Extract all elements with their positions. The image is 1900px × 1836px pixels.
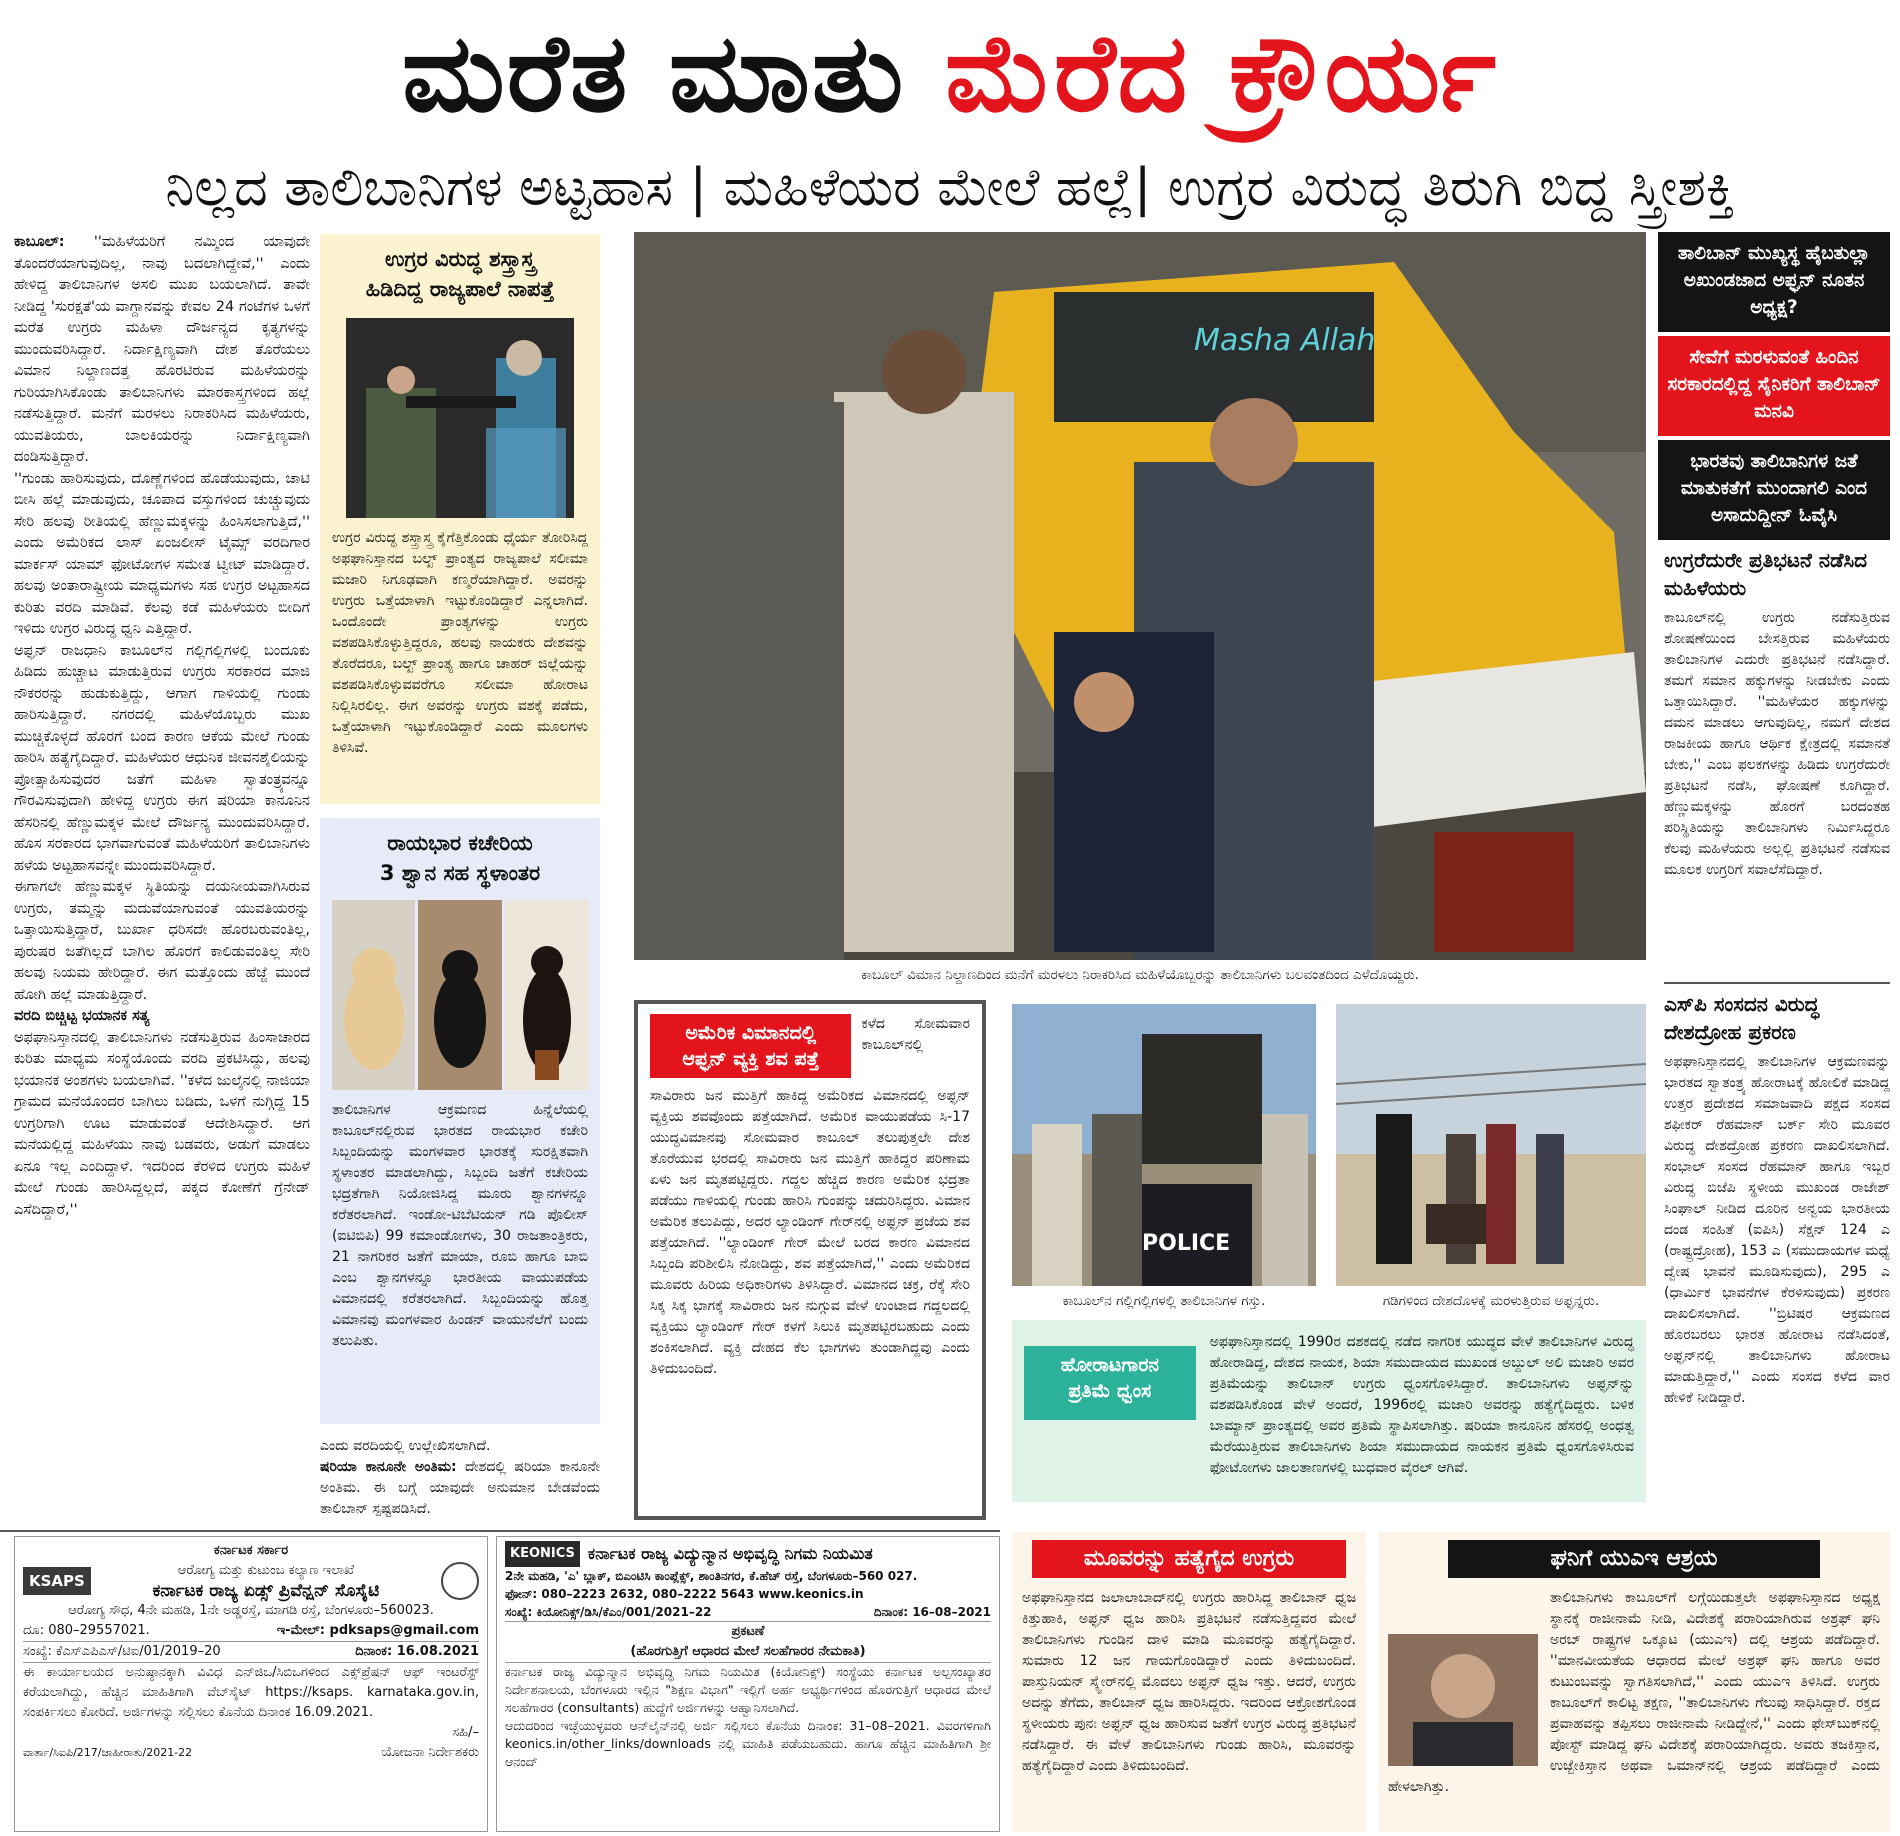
protest-section: [1664, 546, 1890, 986]
keonics-notice-sub: (ಹೊರಗುತ್ತಿಗೆ ಆಧಾರದ ಮೇಲೆ ಸಲಹೆಗಾರರ ನೇಮಕಾತಿ): [505, 1642, 991, 1663]
patrol-photo-art: [1012, 1004, 1316, 1286]
ksaps-seal-icon: [441, 1562, 479, 1600]
ksaps-date: ದಿನಾಂಕ: 16.08.2021: [355, 1644, 479, 1659]
plane-story-header: [650, 1014, 970, 1078]
bottom-rule: [0, 1530, 1000, 1532]
main-story-para-5: ಅಫಘಾನಿಸ್ತಾನದಲ್ಲಿ ತಾಲಿಬಾನಿಗಳು ನಡೆಸುತ್ತಿರುವ ಹಿಂಸಾಚಾರದ ಕುರಿತು ಮಾಧ್ಯಮ ಸಂಸ್ಥೆಯೊಂದು ವರದಿ ಪ್ರಕಟಿಸಿದ್ದು, ಹಲವು ಭಯಾನಕ ಅಂಶಗಳು ಬಯಲಾಗಿವೆ. ''ಕಳೆದ ಜುಲೈನಲ್ಲಿ ನಾಜಿಯಾ ಗ್ರಾಮದ ಮನೆಯೊಂದರ ಬಾಗಿಲು ಬಡಿದು, ಒಳಗೆ ನುಗ್ಗಿದ್ದ 15 ಉಗ್ರರಿಗಾಗಿ ಊಟ ಮಾಡುವಂತೆ ಆದೇಶಿಸಿದ್ದಾರೆ. ಆಗ ಮನೆಯಲ್ಲಿದ್ದ ಮಹಿಳೆಯು ನಾವು ಬಡವರು, ಅಡುಗೆ ಮಾಡಲು ಏನೂ ಇಲ್ಲ ಎಂದಿದ್ದಾಳೆ. ಇದರಿಂದ ಕೆರಳಿದ ಉಗ್ರರು ಮಹಿಳೆ ಮೇಲೆ ಗುಂಡು ಹಾರಿಸಿದ್ದಲ್ಲದೆ, ಪಕ್ಕದ ಕೋಣೆಗೆ ಗ್ರೆನೇಡ್ ಎಸೆದಿದ್ದಾರೆ,'': [14, 1029, 310, 1218]
ksaps-ad: [14, 1536, 488, 1832]
keonics-notice-title: ಪ್ರಕಟಣೆ: [505, 1621, 991, 1642]
keonics-body: ಕರ್ನಾಟಕ ರಾಜ್ಯ ವಿದ್ಯುನ್ಮಾನ ಅಭಿವೃದ್ಧಿ ನಿಗಮ ನಿಯಮಿತ (ಕಿಯೋನಿಕ್ಸ್) ಸಂಸ್ಥೆಯು ಕರ್ನಾಟಕ ಅಲ್ಪಸಂಖ್ಯಾತರ ನಿರ್ದೇಶನಾಲಯ, ಬೆಂಗಳೂರು ಇಲ್ಲಿನ "ಶಿಕ್ಷಣ ವಿಭಾಗ" ಇಲ್ಲಿಗೆ ಅರ್ಹ ಅಭ್ಯರ್ಥಿಗಳಿಂದ ಹೊರಗುತ್ತಿಗೆ ಆಧಾರದ ಮೇಲೆ ಸಲಹೆಗಾರರ (consultants) ಹುದ್ದೆಗೆ ಅರ್ಜಿಗಳನ್ನು ಆಹ್ವಾನಿಸಲಾಗಿದೆ.: [505, 1664, 991, 1715]
statue-tag: ಹೋರಾಟಗಾರನ ಪ್ರತಿಮೆ ಧ್ವಂಸ: [1024, 1346, 1196, 1420]
killings-section: [1012, 1532, 1366, 1832]
returnees-photo-caption: ಗಡಿಗಳಿಂದ ದೇಶದೊಳಕ್ಕೆ ಮರಳುತ್ತಿರುವ ಅಫ್ಘನ್ನರು.: [1382, 1293, 1600, 1309]
dog-black-image: [418, 900, 501, 1090]
police-sign: POLICE: [1142, 1231, 1231, 1256]
ghani-text: ತಾಲಿಬಾನಿಗಳು ಕಾಬೂಲ್‌ಗೆ ಲಗ್ಗೆಯಿಡುತ್ತಲೇ ಅಫಘಾನಿಸ್ತಾನದ ಅಧ್ಯಕ್ಷ ಸ್ಥಾನಕ್ಕೆ ರಾಜೀನಾಮೆ ನೀಡಿ, ವಿದೇಶಕ್ಕೆ ಪರಾರಿಯಾಗಿರುವ ಅಶ್ರಫ್ ಘನಿ ಅರಬ್ ರಾಷ್ಟ್ರಗಳ ಒಕ್ಕೂಟ (ಯುಎಇ) ದಲ್ಲಿ ಆಶ್ರಯ ಪಡೆದಿದ್ದಾರೆ. ''ಮಾನವೀಯತೆಯ ಆಧಾರದ ಮೇಲೆ ಅಶ್ರಫ್ ಘನಿ ಹಾಗೂ ಅವರ ಕುಟುಂಬವನ್ನು ಸ್ವಾಗತಿಸಲಾಗಿದೆ,'' ಎಂದು ಯುಎಇ ತಿಳಿಸಿದೆ. ಉಗ್ರರು ಕಾಬೂಲ್‌ಗೆ ಕಾಲಿಟ್ಟ ತಕ್ಷಣ, ''ತಾಲಿಬಾನಿಗಳು ಗೆಲುವು ಸಾಧಿಸಿದ್ದಾರೆ. ರಕ್ತದ ಪ್ರವಾಹವನ್ನು ತಪ್ಪಿಸಲು ರಾಜೀನಾಮೆ ನೀಡಿದ್ದೇನೆ,'' ಎಂದು ಫೇಸ್‌ಬುಕ್‌ನಲ್ಲಿ ಪೋಸ್ಟ್ ಮಾಡಿದ್ದ ಘನಿ ವಿದೇಶಕ್ಕೆ ಪರಾರಿಯಾಗಿದ್ದರು. ಅವರು ತಜಕಿಸ್ತಾನ, ಉಜ್ಬೇಕಿಸ್ತಾನ ಅಥವಾ ಒಮಾನ್‌ನಲ್ಲಿ ಆಶ್ರಯ ಪಡೆದಿದ್ದಾರೆ ಎಂದು ಹೇಳಲಾಗಿತ್ತು.: [1388, 1590, 1880, 1795]
ksaps-sign2: ಯೋಜನಾ ನಿರ್ದೇಶಕರು: [381, 1745, 479, 1760]
governor-box-text: ಉಗ್ರರ ವಿರುದ್ಧ ಶಸ್ತ್ರಾಸ್ತ್ರ ಕೈಗೆತ್ತಿಕೊಂಡು ಧೈರ್ಯ ತೋರಿಸಿದ್ದ ಅಫಘಾನಿಸ್ತಾನದ ಬಲ್ಖ್ ಪ್ರಾಂತ್ಯದ ರಾಜ್ಯಪಾಲೆ ಸಲೀಮಾ ಮಜಾರಿ ನಿಗೂಢವಾಗಿ ಕಣ್ಮರೆಯಾಗಿದ್ದಾರೆ. ಅವರನ್ನು ಉಗ್ರರು ಒತ್ತೆಯಾಳಾಗಿ ಇಟ್ಟುಕೊಂಡಿದ್ದಾರೆ ಎನ್ನಲಾಗಿದೆ. ಒಂದೊಂದೇ ಪ್ರಾಂತ್ಯಗಳನ್ನು ಉಗ್ರರು ವಶಪಡಿಸಿಕೊಳ್ಳುತ್ತಿದ್ದರೂ, ಹಲವು ನಾಯಕರು ದೇಶವನ್ನು ತೊರೆದರೂ, ಬಲ್ಖ್ ಪ್ರಾಂತ್ಯ ಹಾಗೂ ಚಾಹರ್ ಜಿಲ್ಲೆಯನ್ನು ವಶಪಡಿಸಿಕೊಳ್ಳುವವರೆಗೂ ಸಲೀಮಾ ಹೋರಾಟ ನಿಲ್ಲಿಸಿರಲಿಲ್ಲ. ಈಗ ಅವರನ್ನು ಉಗ್ರರು ವಶಕ್ಕೆ ಪಡೆದು, ಒತ್ತೆಯಾಳಾಗಿ ಇಟ್ಟುಕೊಂಡಿದ್ದಾರೆ ಎಂದು ಮೂಲಗಳು ತಿಳಿಸಿವೆ.: [332, 530, 588, 756]
dog-doberman-image: [505, 900, 588, 1090]
ksaps-dept-line: ಆರೋಗ್ಯ ಮತ್ತು ಕುಟುಂಬ ಕಲ್ಯಾಣ ಇಲಾಖೆ: [177, 1563, 355, 1578]
ksaps-gov-line: ಕರ್ನಾಟಕ ಸರ್ಕಾರ: [213, 1543, 289, 1558]
main-photo: [634, 232, 1646, 960]
dogs-box: [320, 818, 600, 1424]
ghani-text-wrap: [1388, 1588, 1880, 1798]
plane-story-tag: ಅಮೆರಿಕ ವಿಮಾನದಲ್ಲಿ ಆಫ್ಘನ್ ವ್ಯಕ್ತಿ ಶವ ಪತ್ತೆ: [650, 1014, 851, 1078]
dogs-photo: [332, 900, 588, 1090]
ksaps-ref: ಸಂಖ್ಯೆ: ಕೆಎಸ್‌ಎಪಿಎಸ್/ಟಿಐ/01/2019–20: [23, 1644, 221, 1659]
sidebar-black-2: ಭಾರತವು ತಾಲಿಬಾನಿಗಳ ಜತೆ ಮಾತುಕತೆಗೆ ಮುಂದಾಗಲಿ ಎಂದ ಅಸಾದುದ್ದೀನ್ ಓವೈಸಿ: [1658, 440, 1890, 540]
main-photo-caption: ಕಾಬೂಲ್ ವಿಮಾನ ನಿಲ್ದಾಣದಿಂದ ಮನೆಗೆ ಮರಳಲು ನಿರಾಕರಿಸಿದ ಮಹಿಳೆಯೊಬ್ಬರನ್ನು ತಾಲಿಬಾನಿಗಳು ಬಲವಂತದಿಂದ ಎಳೆದೊಯ್ದರು.: [861, 967, 1419, 983]
dogs-box-title: ರಾಯಭಾರ ಕಚೇರಿಯ 3 ಶ್ವಾನ ಸಹ ಸ್ಥಳಾಂತರ: [379, 831, 541, 885]
subheadline: ನಿಲ್ಲದ ತಾಲಿಬಾನಿಗಳ ಅಟ್ಟಹಾಸ | ಮಹಿಳೆಯರ ಮೇಲೆ ಹಲ್ಲೆ| ಉಗ್ರರ ವಿರುದ್ಧ ತಿರುಗಿ ಬಿದ್ದ ಸ್ತ್ರೀಶಕ್ತಿ: [165, 158, 1735, 218]
governor-box: [320, 234, 600, 804]
patrol-photo: [1012, 1004, 1316, 1286]
keonics-ref: ಸಂಖ್ಯೆ: ಕಿಯೋನಿಕ್ಸ್/ಡಿಸಿ/ಕೆಎಂ/001/2021–22: [505, 1605, 712, 1619]
keonics-web: www.keonics.in: [758, 1587, 864, 1601]
main-story-para-1: ಕಾಬೂಲ್: ''ಮಹಿಳೆಯರಿಗೆ ನಮ್ಮಿಂದ ಯಾವುದೇ ತೊಂದರೆಯಾಗುವುದಿಲ್ಲ, ನಾವು ಬದಲಾಗಿದ್ದೇವೆ,'' ಎಂದು ಹೇಳಿದ್ದ ತಾಲಿಬಾನಿಗಳ ಅಸಲಿ ಮುಖ ಬಯಲಾಗಿದೆ. ತಾವೇ ನೀಡಿದ್ದ 'ಸುರಕ್ಷತೆ'ಯ ವಾಗ್ದಾನವನ್ನು ಕೇವಲ 24 ಗಂಟೆಗಳ ಒಳಗೆ ಮರೆತ ಉಗ್ರರು ಮಹಿಳಾ ದೌರ್ಜನ್ಯದ ಕೃತ್ಯಗಳನ್ನು ಮುಂದುವರಿಸಿದ್ದಾರೆ. ನಿರ್ದಾಕ್ಷಿಣ್ಯವಾಗಿ ದೇಶ ತೊರೆಯಲು ವಿಮಾನ ನಿಲ್ದಾಣದತ್ತ ಹೊರಟಿರುವ ಮಹಿಳೆಯರನ್ನು ಗುರಿಯಾಗಿಸಿಕೊಂಡು ತಾಲಿಬಾನಿಗಳು ಮಾರಕಾಸ್ತ್ರಗಳಿಂದ ಹಲ್ಲೆ ನಡೆಸುತ್ತಿದ್ದಾರೆ. ಮನೆಗೆ ಮರಳಲು ನಿರಾಕರಿಸಿದ ಮಹಿಳೆಯರು, ಯುವತಿಯರು, ಬಾಲಕಿಯರನ್ನು ನಿರ್ದಾಕ್ಷಿಣ್ಯವಾಗಿ ದಂಡಿಸುತ್ತಿದ್ದಾರೆ.: [14, 234, 310, 465]
statue-text: ಅಫಘಾನಿಸ್ತಾನದಲ್ಲಿ 1990ರ ದಶಕದಲ್ಲಿ ನಡೆದ ನಾಗರಿಕ ಯುದ್ಧದ ವೇಳೆ ತಾಲಿಬಾನಿಗಳ ವಿರುದ್ಧ ಹೋರಾಡಿದ್ದ, ದೇಶದ ನಾಯಕ, ಶಿಯಾ ಸಮುದಾಯದ ಮುಖಂಡ ಅಬ್ದುಲ್ ಅಲಿ ಮಜಾರಿ ಅವರ ಪ್ರತಿಮೆಯನ್ನು ತಾಲಿಬಾನ್ ಉಗ್ರರು ಧ್ವಂಸಗೊಳಿಸಿದ್ದಾರೆ. ತಾಲಿಬಾನಿಗಳು ಅಫ್ಘನ್‌ನ್ನು ವಶಪಡಿಸಿಕೊಂಡ ವೇಳೆ ಅಂದರೆ, 1996ರಲ್ಲಿ ಮಜಾರಿ ಅವರನ್ನು ಹತ್ಯೆಗೈದಿದ್ದರು. ಬಳಿಕ ಬಾಮ್ಯಾನ್ ಪ್ರಾಂತ್ಯದಲ್ಲಿ ಅವರ ಪ್ರತಿಮೆ ಸ್ಥಾಪಿಸಲಾಗಿತ್ತು. ಷರಿಯಾ ಕಾನೂನಿನ ಹೆಸರಲ್ಲಿ ಅಂಧತ್ವ ಮೆರೆಯುತ್ತಿರುವ ತಾಲಿಬಾನಿಗಳು ಶಿಯಾ ಸಮುದಾಯದ ನಾಯಕನ ಪ್ರತಿಮೆ ಧ್ವಂಸಗೊಳಿಸಿರುವ ಫೋಟೋಗಳು ಜಾಲತಾಣಗಳಲ್ಲಿ ಬುಧವಾರ ವೈರಲ್ ಆಗಿವೆ.: [1209, 1334, 1634, 1476]
sharia-pre: ಎಂದು ವರದಿಯಲ್ಲಿ ಉಲ್ಲೇಖಿಸಲಾಗಿದೆ.: [320, 1438, 491, 1454]
ghani-title: ಘನಿಗೆ ಯುಎಇ ಆಶ್ರಯ: [1448, 1540, 1820, 1578]
protest-text: ಕಾಬೂಲ್‌ನಲ್ಲಿ ಉಗ್ರರು ನಡೆಸುತ್ತಿರುವ ಶೋಷಣೆಯಿಂದ ಬೇಸತ್ತಿರುವ ಮಹಿಳೆಯರು ತಾಲಿಬಾನಿಗಳ ಎದುರೇ ಪ್ರತಿಭಟನೆ ನಡೆಸಿದ್ದಾರೆ. ತಮಗೆ ಸಮಾನ ಹಕ್ಕುಗಳನ್ನು ನೀಡಬೇಕು ಎಂದು ಒತ್ತಾಯಿಸಿದ್ದಾರೆ. ''ಮಹಿಳೆಯರ ಹಕ್ಕುಗಳನ್ನು ದಮನ ಮಾಡಲು ಆಗುವುದಿಲ್ಲ, ನಮಗೆ ದೇಶದ ರಾಜಕೀಯ ಹಾಗೂ ಆರ್ಥಿಕ ಕ್ಷೇತ್ರದಲ್ಲಿ ಸಮಾನತೆ ಬೇಕು,'' ಎಂಬ ಫಲಕಗಳನ್ನು ಹಿಡಿದು ಉಗ್ರರೆದುರೇ ಪ್ರತಿಭಟನೆ ನಡೆಸಿ, ಘೋಷಣೆ ಕೂಗಿದ್ದಾರೆ. ಹೆಣ್ಣುಮಕ್ಕಳನ್ನು ಹೊರಗೆ ಬರದಂತಹ ಪರಿಸ್ಥಿತಿಯನ್ನು ತಾಲಿಬಾನಿಗಳು ನಿರ್ಮಿಸಿದ್ದರೂ ಕೆಲವು ಮಹಿಳೆಯರು ಅಲ್ಲಲ್ಲಿ ಪ್ರತಿಭಟನೆ ನಡೆಸುವ ಮೂಲಕ ಉಗ್ರರಿಗೆ ಸವಾಲೆಸೆದಿದ್ದಾರೆ.: [1664, 610, 1890, 878]
sidebar-black-1: ತಾಲಿಬಾನ್ ಮುಖ್ಯಸ್ಥ ಹೈಬತುಲ್ಲಾ ಅಖುಂಡಜಾದ ಅಫ್ಘನ್ ನೂತನ ಅಧ್ಯಕ್ಷ?: [1658, 232, 1890, 332]
sedition-text: ಅಫಘಾನಿಸ್ತಾನದಲ್ಲಿ ತಾಲಿಬಾನಿಗಳ ಆಕ್ರಮಣವನ್ನು ಭಾರತದ ಸ್ವಾತಂತ್ರ್ಯ ಹೋರಾಟಕ್ಕೆ ಹೋಲಿಕೆ ಮಾಡಿದ್ದ ಉತ್ತರ ಪ್ರದೇಶದ ಸಮಾಜವಾದಿ ಪಕ್ಷದ ಸಂಸದ ಶಫೀಕರ್ ರೆಹಮಾನ್ ಬರ್ಕ್ ಸೇರಿ ಮೂವರ ವಿರುದ್ಧ ದೇಶದ್ರೋಹ ಪ್ರಕರಣ ದಾಖಲಿಸಲಾಗಿದೆ. ಸಂಭಾಲ್ ಸಂಸದ ರೆಹಮಾನ್ ಹಾಗೂ ಇಬ್ಬರ ವಿರುದ್ಧ ಬಿಜೆಪಿ ಸ್ಥಳೀಯ ಮುಖಂಡ ರಾಜೇಶ್ ಸಿಂಘಾಲ್ ನೀಡಿದ ದೂರಿನ ಅನ್ವಯ ಭಾರತೀಯ ದಂಡ ಸಂಹಿತೆ (ಐಪಿಸಿ) ಸೆಕ್ಷನ್ 124 ಎ (ರಾಷ್ಟ್ರದ್ರೋಹ), 153 ಎ (ಸಮುದಾಯಗಳ ಮಧ್ಯೆ ದ್ವೇಷ ಭಾವನೆ ಮೂಡಿಸುವುದು), 295 ಎ (ಧಾರ್ಮಿಕ ಭಾವನೆಗಳ ಕೆರಳಿಸುವುದು) ಪ್ರಕರಣ ದಾಖಲಿಸಲಾಗಿದೆ. ''ಬ್ರಿಟಿಷರ ಆಕ್ರಮಣದ ಹೊರಬರಲು ಭಾರತ ಹೋರಾಟ ನಡೆಸಿದಂತೆ, ಅಫ್ಘನ್‌ನಲ್ಲಿ ತಾಲಿಬಾನಿಗಳು ಹೋರಾಟ ಮಾಡುತ್ತಿದ್ದಾರೆ,'' ಎಂದು ಸಂಸದ ಕಳೆದ ವಾರ ಹೇಳಿಕೆ ನೀಡಿದ್ದಾರೆ.: [1664, 1054, 1890, 1406]
sharia-para: ಷರಿಯಾ ಕಾನೂನೇ ಅಂತಿಮ: ದೇಶದಲ್ಲಿ ಷರಿಯಾ ಕಾನೂನೇ ಅಂತಿಮ. ಈ ಬಗ್ಗೆ ಯಾವುದೇ ಅನುಮಾನ ಬೇಡವೆಂದು ತಾಲಿಬಾನ್ ಸ್ಪಷ್ಟಪಡಿಸಿದೆ.: [320, 1459, 600, 1517]
ksaps-phone: ದೂ: 080–29557021.: [23, 1623, 150, 1638]
governor-photo: [346, 318, 574, 518]
ksaps-footer: ವಾರ್ತಾ/ಸಿಐಪಿ/217/ಜಾಹೀರಾತು/2021-22: [23, 1746, 193, 1759]
main-story-subheading: ವರದಿ ಬಿಚ್ಚಿಟ್ಟ ಭಯಾನಕ ಸತ್ಯ: [14, 1008, 150, 1024]
main-photo-art: [634, 232, 1646, 960]
patrol-photo-caption: ಕಾಬೂಲ್‌ನ ಗಲ್ಲಿಗಲ್ಲಿಗಳಲ್ಲಿ ತಾಲಿಬಾನಿಗಳ ಗಸ್ತು.: [1062, 1293, 1266, 1309]
main-story-para-2: ''ಗುಂಡು ಹಾರಿಸುವುದು, ದೊಣ್ಣೆಗಳಿಂದ ಹೊಡೆಯುವುದು, ಚಾಟಿ ಬೀಸಿ ಹಲ್ಲೆ ಮಾಡುವುದು, ಚೂಪಾದ ವಸ್ತುಗಳಿಂದ ಚುಚ್ಚುವುದು ಸೇರಿ ಹಲವು ರೀತಿಯಲ್ಲಿ ಹೆಣ್ಣುಮಕ್ಕಳನ್ನು ಹಿಂಸಿಸಲಾಗುತ್ತಿದೆ,'' ಎಂದು ಅಮೆರಿಕದ ಲಾಸ್ ಏಂಜಲೀಸ್ ಟೈಮ್ಸ್ ವರದಿಗಾರ ಮಾರ್ಕಸ್ ಯಾಮ್ ಫೋಟೋಗಳ ಸಮೇತ ಟ್ವೀಟ್ ಮಾಡಿದ್ದಾರೆ. ಹಲವು ಅಂತಾರಾಷ್ಟ್ರೀಯ ಮಾಧ್ಯಮಗಳು ಸಹ ಉಗ್ರರ ಅಟ್ಟಹಾಸದ ಕುರಿತು ವರದಿ ಮಾಡಿವೆ. ಕೆಲವು ಕಡೆ ಮಹಿಳೆಯರು ಬೀದಿಗೆ ಇಳಿದು ಉಗ್ರರ ವಿರುದ್ಧ ಧ್ವನಿ ಎತ್ತಿದ್ದಾರೆ.: [14, 470, 310, 637]
returnees-photo: [1336, 1004, 1646, 1286]
governor-box-title: ಉಗ್ರರ ವಿರುದ್ಧ ಶಸ್ತ್ರಾಸ್ತ್ರ ಹಿಡಿದಿದ್ದ ರಾಜ್ಯಪಾಲೆ ನಾಪತ್ತೆ: [365, 247, 555, 301]
ghani-section: [1378, 1532, 1890, 1832]
protest-title: ಉಗ್ರರೆದುರೇ ಪ್ರತಿಭಟನೆ ನಡೆಸಿದ ಮಹಿಳೆಯರು: [1664, 548, 1868, 600]
keonics-ad: [496, 1536, 1000, 1832]
headline-part1: ಮರೆತ ಮಾತು: [401, 11, 906, 136]
sedition-title: ಎಸ್‌ಪಿ ಸಂಸದನ ವಿರುದ್ಧ ದೇಶದ್ರೋಹ ಪ್ರಕರಣ: [1664, 992, 1820, 1044]
main-story-para-3: ಅಫ್ಘನ್ ರಾಜಧಾನಿ ಕಾಬೂಲ್‌ನ ಗಲ್ಲಿಗಲ್ಲಿಗಳಲ್ಲಿ ಬಂದೂಕು ಹಿಡಿದು ಹುಚ್ಚಾಟ ಮಾಡುತ್ತಿರುವ ಉಗ್ರರು ಸರಕಾರದ ಮಾಜಿ ನೌಕರರನ್ನು ಹುಡುಕುತ್ತಿದ್ದು, ಆಗಾಗ ಗಾಳಿಯಲ್ಲಿ ಗುಂಡು ಹಾರಿಸುತ್ತಿದ್ದಾರೆ. ನಗರದಲ್ಲಿ ಮಹಿಳೆಯೊಬ್ಬರು ಮುಖ ಮುಚ್ಚಿಕೊಳ್ಳದೆ ಹೊರಗೆ ಬಂದ ಕಾರಣ ಆಕೆಯ ಮೇಲೆ ಗುಂಡು ಹಾರಿಸಿ ಹತ್ಯೆಗೈದಿದ್ದಾರೆ. ಮಹಿಳೆಯರ ಆಧುನಿಕ ಜೀವನಶೈಲಿಯನ್ನು ಪ್ರೋತ್ಸಾಹಿಸುವುದರ ಜತೆಗೆ ಮಹಿಳಾ ಸ್ವಾತಂತ್ರ್ಯವನ್ನೂ ಗೌರವಿಸುವುದಾಗಿ ಹೇಳಿದ್ದ ಉಗ್ರರು ಈಗ ಷರಿಯಾ ಕಾನೂನಿನ ಹೆಸರಿನಲ್ಲಿ ಹೆಣ್ಣುಮಕ್ಕಳ ಮೇಲೆ ದೌರ್ಜನ್ಯ ಮುಂದುವರಿಸಿದ್ದಾರೆ. ಹೊಸ ಸರಕಾರದ ಭಾಗವಾಗುವಂತೆ ಮಹಿಳೆಯರಿಗೆ ತಾಲಿಬಾನಿಗಳು ಹಳೆಯ ಅಟ್ಟಹಾಸವನ್ನೇ ಮುಂದುವರಿಸಿದ್ದಾರೆ.: [14, 642, 310, 874]
ksaps-sign1: ಸಹಿ/–: [452, 1725, 479, 1740]
dogs-box-text: ತಾಲಿಬಾನಿಗಳ ಆಕ್ರಮಣದ ಹಿನ್ನೆಲೆಯಲ್ಲಿ ಕಾಬೂಲ್‌ನಲ್ಲಿರುವ ಭಾರತದ ರಾಯಭಾರ ಕಚೇರಿ ಸಿಬ್ಬಂದಿಯನ್ನು ಮಂಗಳವಾರ ಭಾರತಕ್ಕೆ ಸುರಕ್ಷಿತವಾಗಿ ಸ್ಥಳಾಂತರ ಮಾಡಲಾಗಿದ್ದು, ಸಿಬ್ಬಂದಿ ಜತೆಗೆ ಕಚೇರಿಯ ಭದ್ರತೆಗಾಗಿ ನಿಯೋಜಿಸಿದ್ದ ಮೂರು ಶ್ವಾನಗಳನ್ನೂ ಕರೆತರಲಾಗಿದೆ. ಇಂಡೋ-ಟಿಬೆಟಿಯನ್ ಗಡಿ ಪೊಲೀಸ್ (ಐಟಿಬಿಪಿ) 99 ಕಮಾಂಡೋಗಳು, 30 ರಾಜತಾಂತ್ರಿಕರು, 21 ನಾಗರಿಕರ ಜತೆಗೆ ಮಾಯಾ, ರೂಬಿ ಹಾಗೂ ಬಾಬಿ ಎಂಬ ಶ್ವಾನಗಳನ್ನೂ ಭಾರತೀಯ ವಾಯುಪಡೆಯ ವಿಮಾನದಲ್ಲಿ ಕರೆತರಲಾಗಿದೆ. ಸಿಬ್ಬಂದಿಯನ್ನು ಹೊತ್ತ ವಿಮಾನವು ಮಂಗಳವಾರ ಹಿಂಡನ್ ವಾಯುನೆಲೆಗೆ ಬಂದು ತಲುಪಿತು.: [332, 1102, 588, 1349]
main-story: [14, 232, 310, 1557]
dateline: ಕಾಬೂಲ್:: [14, 234, 65, 250]
keonics-body2: ಆದುದರಿಂದ ಇಚ್ಛೆಯುಳ್ಳವರು ಆನ್‌ಲೈನ್‌ನಲ್ಲಿ ಅರ್ಜಿ ಸಲ್ಲಿಸಲು ಕೊನೆಯ ದಿನಾಂಕ: 31–08–2021. ವಿವರಗಳಿಗಾಗಿ keonics.in/other_links/downloads ನಲ್ಲಿ ಮಾಹಿತಿ ಪಡೆಯಬಹುದು. ಹಾಗೂ ಹೆಚ್ಚಿನ ಮಾಹಿತಿಗಾಗಿ ಶ್ರೀ ಆನಂದ್: [505, 1718, 991, 1769]
ksaps-org: ಕರ್ನಾಟಕ ರಾಜ್ಯ ಏಡ್ಸ್ ಪ್ರಿವೆನ್ಷನ್ ಸೊಸೈಟಿ: [152, 1581, 380, 1601]
keonics-org: ಕರ್ನಾಟಕ ರಾಜ್ಯ ವಿದ್ಯುನ್ಮಾನ ಅಭಿವೃದ್ಧಿ ನಿಗಮ ನಿಯಮಿತ: [587, 1544, 873, 1563]
sharia-heading: ಷರಿಯಾ ಕಾನೂನೇ ಅಂತಿಮ:: [320, 1459, 457, 1475]
keonics-logo: KEONICS: [505, 1541, 580, 1567]
ksaps-address: ಆರೋಗ್ಯ ಸೌಧ, 4ನೇ ಮಹಡಿ, 1ನೇ ಅಡ್ಡರಸ್ತೆ, ಮಾಗಡಿ ರಸ್ತೆ, ಬೆಂಗಳೂರು–560023.: [68, 1603, 434, 1618]
headline-part2: ಮೆರೆದ ಕ್ರೌರ್ಯ: [945, 11, 1499, 136]
sidebar-red-1: ಸೇವೆಗೆ ಮರಳುವಂತೆ ಹಿಂದಿನ ಸರಕಾರದಲ್ಲಿದ್ದ ಸೈನಿಕರಿಗೆ ತಾಲಿಬಾನ್ ಮನವಿ: [1658, 336, 1890, 436]
main-story-para-4: ಈಗಾಗಲೇ ಹೆಣ್ಣುಮಕ್ಕಳ ಸ್ಥಿತಿಯನ್ನು ದಯನೀಯವಾಗಿಸಿರುವ ಉಗ್ರರು, ತಮ್ಮನ್ನು ಮದುವೆಯಾಗುವಂತೆ ಯುವತಿಯರನ್ನು ಒತ್ತಾಯಿಸುತ್ತಿದ್ದಾರೆ, ಬುರ್ಖಾ ಧರಿಸದೇ ಹೊರಬರುವಂತಿಲ್ಲ, ಪುರುಷರ ಜತೆಗಿಲ್ಲದೆ ಬಾಗಿಲ ಹೊರಗೆ ಕಾಲಿಡುವಂತಿಲ್ಲ ಸೇರಿ ಹಲವು ನಿಯಮ ಹೇರಿದ್ದಾರೆ. ಈಗ ಮತ್ತೊಂದು ಹೆಜ್ಜೆ ಮುಂದೆ ಹೋಗಿ ಹಲ್ಲೆ ಮಾಡುತ್ತಿದ್ದಾರೆ.: [14, 879, 310, 1003]
ksaps-body: ಈ ಕಾರ್ಯಾಲಯದ ಅನುಷ್ಠಾನಕ್ಕಾಗಿ ವಿವಿಧ ಎನ್‌ಜಿಒ/ಸಿಬಿಒಗಳಿಂದ ಎಕ್ಸ್‌ಪ್ರೆಷನ್ ಆಫ್ ಇಂಟರೆಸ್ಟ್ ಕರೆಯಲಾಗಿದ್ದು, ಹೆಚ್ಚಿನ ಮಾಹಿತಿಗಾಗಿ ವೆಬ್‌ಸೈಟ್ https://ksaps. karnataka.gov.in, ಸಂಪರ್ಕಿಸಲು ಕೋರಿದೆ. ಅರ್ಜಿಗಳನ್ನು ಸಲ್ಲಿಸಲು ಕೊನೆಯ ದಿನಾಂಕ 16.09.2021.: [23, 1665, 479, 1720]
taxi-sign: Masha Allah: [1194, 323, 1376, 358]
statue-box: [1012, 1320, 1646, 1502]
returnees-photo-art: [1336, 1004, 1646, 1286]
keonics-date: ದಿನಾಂಕ: 16–08–2021: [873, 1605, 991, 1619]
keonics-phone: ಫೋನ್: 080–2223 2632, 080–2222 5643: [505, 1587, 755, 1601]
plane-story-box: [634, 1000, 986, 1520]
killings-title: ಮೂವರನ್ನು ಹತ್ಯೆಗೈದ ಉಗ್ರರು: [1032, 1540, 1346, 1578]
ksaps-logo: KSAPS: [23, 1567, 91, 1595]
ksaps-email: ಇ-ಮೇಲ್: pdksaps@gmail.com: [276, 1623, 479, 1638]
keonics-address: 2ನೇ ಮಹಡಿ, 'ಎ' ಬ್ಲಾಕ್, ಬಿಎಂಟಿಸಿ ಕಾಂಪ್ಲೆಕ್ಸ್, ಶಾಂತಿನಗರ, ಕೆ.ಹೆಚ್ ರಸ್ತೆ, ಬೆಂಗಳೂರು–560 027.: [505, 1569, 918, 1583]
dog-labrador-image: [332, 900, 415, 1090]
ghani-portrait: [1388, 1634, 1538, 1766]
killings-text: ಅಫಘಾನಿಸ್ತಾನದ ಜಲಾಲಾಬಾದ್‌ನಲ್ಲಿ ಉಗ್ರರು ಹಾರಿಸಿದ್ದ ತಾಲಿಬಾನ್ ಧ್ವಜ ಕಿತ್ತುಹಾಕಿ, ಅಫ್ಘನ್ ಧ್ವಜ ಹಾರಿಸಿ ಪ್ರತಿಭಟನೆ ನಡೆಸುತ್ತಿದ್ದವರ ಮೇಲೆ ತಾಲಿಬಾನಿಗಳು ಗುಂಡಿನ ದಾಳಿ ಮಾಡಿ ಮೂವರನ್ನು ಹತ್ಯೆಗೈದಿದ್ದಾರೆ. ಸುಮಾರು 12 ಜನ ಗಾಯಗೊಂಡಿದ್ದಾರೆ ಎಂದು ತಿಳಿದುಬಂದಿದೆ. ಪಾಸ್ತುನಿಯನ್ ಸ್ಕ್ವೇರ್‌ನಲ್ಲಿ ಮೊದಲು ಅಫ್ಘನ್ ಧ್ವಜ ಇತ್ತು. ಆದರೆ, ಉಗ್ರರು ಅದನ್ನು ತೆಗೆದು, ತಾಲಿಬಾನ್ ಧ್ವಜ ಹಾರಿಸಿದ್ದರು. ಇದರಿಂದ ಆಕ್ರೋಶಗೊಂಡ ಸ್ಥಳೀಯರು ಪುನಃ ಅಫ್ಘನ್ ಧ್ವಜ ಹಾರಿಸುವ ಜತೆಗೆ ಉಗ್ರರ ವಿರುದ್ಧ ಪ್ರತಿಭಟನೆ ನಡೆಸಿದ್ದಾರೆ. ಈ ವೇಳೆ ತಾಲಿಬಾನಿಗಳು ಗುಂಡು ಹಾರಿಸಿ, ಮೂವರನ್ನು ಹತ್ಯೆಗೈದಿದ್ದಾರೆ ಎಂದು ತಿಳಿದುಬಂದಿದೆ.: [1022, 1590, 1356, 1774]
sidebar-divider: [1664, 982, 1890, 984]
plane-story-text: ಸಾವಿರಾರು ಜನ ಮುತ್ತಿಗೆ ಹಾಕಿದ್ದ ಅಮೆರಿಕದ ವಿಮಾನದಲ್ಲಿ ಅಫ್ಘನ್ ವ್ಯಕ್ತಿಯ ಶವವೊಂದು ಪತ್ತೆಯಾಗಿದೆ. ಅಮೆರಿಕ ವಾಯುಪಡೆಯ ಸಿ-17 ಯುದ್ಧವಿಮಾನವು ಸೋಮವಾರ ಕಾಬೂಲ್ ತಲುಪುತ್ತಲೇ ದೇಶ ತೊರೆಯುವ ಭರದಲ್ಲಿ ಸಾವಿರಾರು ಜನ ಮುತ್ತಿಗೆ ಹಾಕಿದ್ದರ ಪರಿಣಾಮ ಏಳು ಜನ ಮೃತಪಟ್ಟಿದ್ದರು. ಗದ್ದಲ ಹೆಚ್ಚಿದ ಕಾರಣ ಅಮೆರಿಕ ಭದ್ರತಾ ಪಡೆಯು ಗಾಳಿಯಲ್ಲಿ ಗುಂಡು ಹಾರಿಸಿ ಗುಂಪನ್ನು ಚದುರಿಸಿದ್ದರು. ವಿಮಾನ ಅಮೆರಿಕ ತಲುಪಿದ್ದು, ಅದರ ಲ್ಯಾಂಡಿಂಗ್ ಗೇರ್‌ನಲ್ಲಿ ಅಫ್ಘನ್ ಪ್ರಜೆಯ ಶವ ಪತ್ತೆಯಾಗಿದೆ. ''ಲ್ಯಾಂಡಿಂಗ್ ಗೇರ್ ಮೇಲೆ ಬರದ ಕಾರಣ ವಿಮಾನದ ಸಿಬ್ಬಂದಿ ಪರಿಶೀಲಿಸಿ ನೋಡಿದ್ದು, ಶವ ಪತ್ತೆಯಾಗಿದೆ,'' ಎಂದು ಅಮೆರಿಕದ ಮೂವರು ಹಿರಿಯ ಅಧಿಕಾರಿಗಳು ತಿಳಿಸಿದ್ದಾರೆ. ವಿಮಾನದ ಚಕ್ರ, ರೆಕ್ಕೆ ಸೇರಿ ಸಿಕ್ಕ ಸಿಕ್ಕ ಭಾಗಕ್ಕೆ ಸಾವಿರಾರು ಜನ ನುಗ್ಗುವ ವೇಳೆ ಉಂಟಾದ ಗದ್ದಲದಲ್ಲಿ ವ್ಯಕ್ತಿಯು ಲ್ಯಾಂಡಿಂಗ್ ಗೇರ್ ಕಳಗೆ ಸಿಲುಕಿ ಮೃತಪಟ್ಟಿರಬಹುದು ಎಂದು ಶಂಕಿಸಲಾಗಿದೆ. ವ್ಯಕ್ತಿ ದೇಹದ ಕೆಲ ಭಾಗಗಳು ತುಂಡಾಗಿದ್ದವು ಎಂದು ತಿಳಿದುಬಂದಿದೆ.: [650, 1088, 970, 1377]
governor-photo-art: [346, 318, 574, 518]
plane-story-lead: ಕಳೆದ ಸೋಮವಾರ ಕಾಬೂಲ್‌ನಲ್ಲಿ: [861, 1016, 970, 1053]
sedition-section: [1664, 990, 1890, 1550]
headline: [0, 0, 1900, 148]
